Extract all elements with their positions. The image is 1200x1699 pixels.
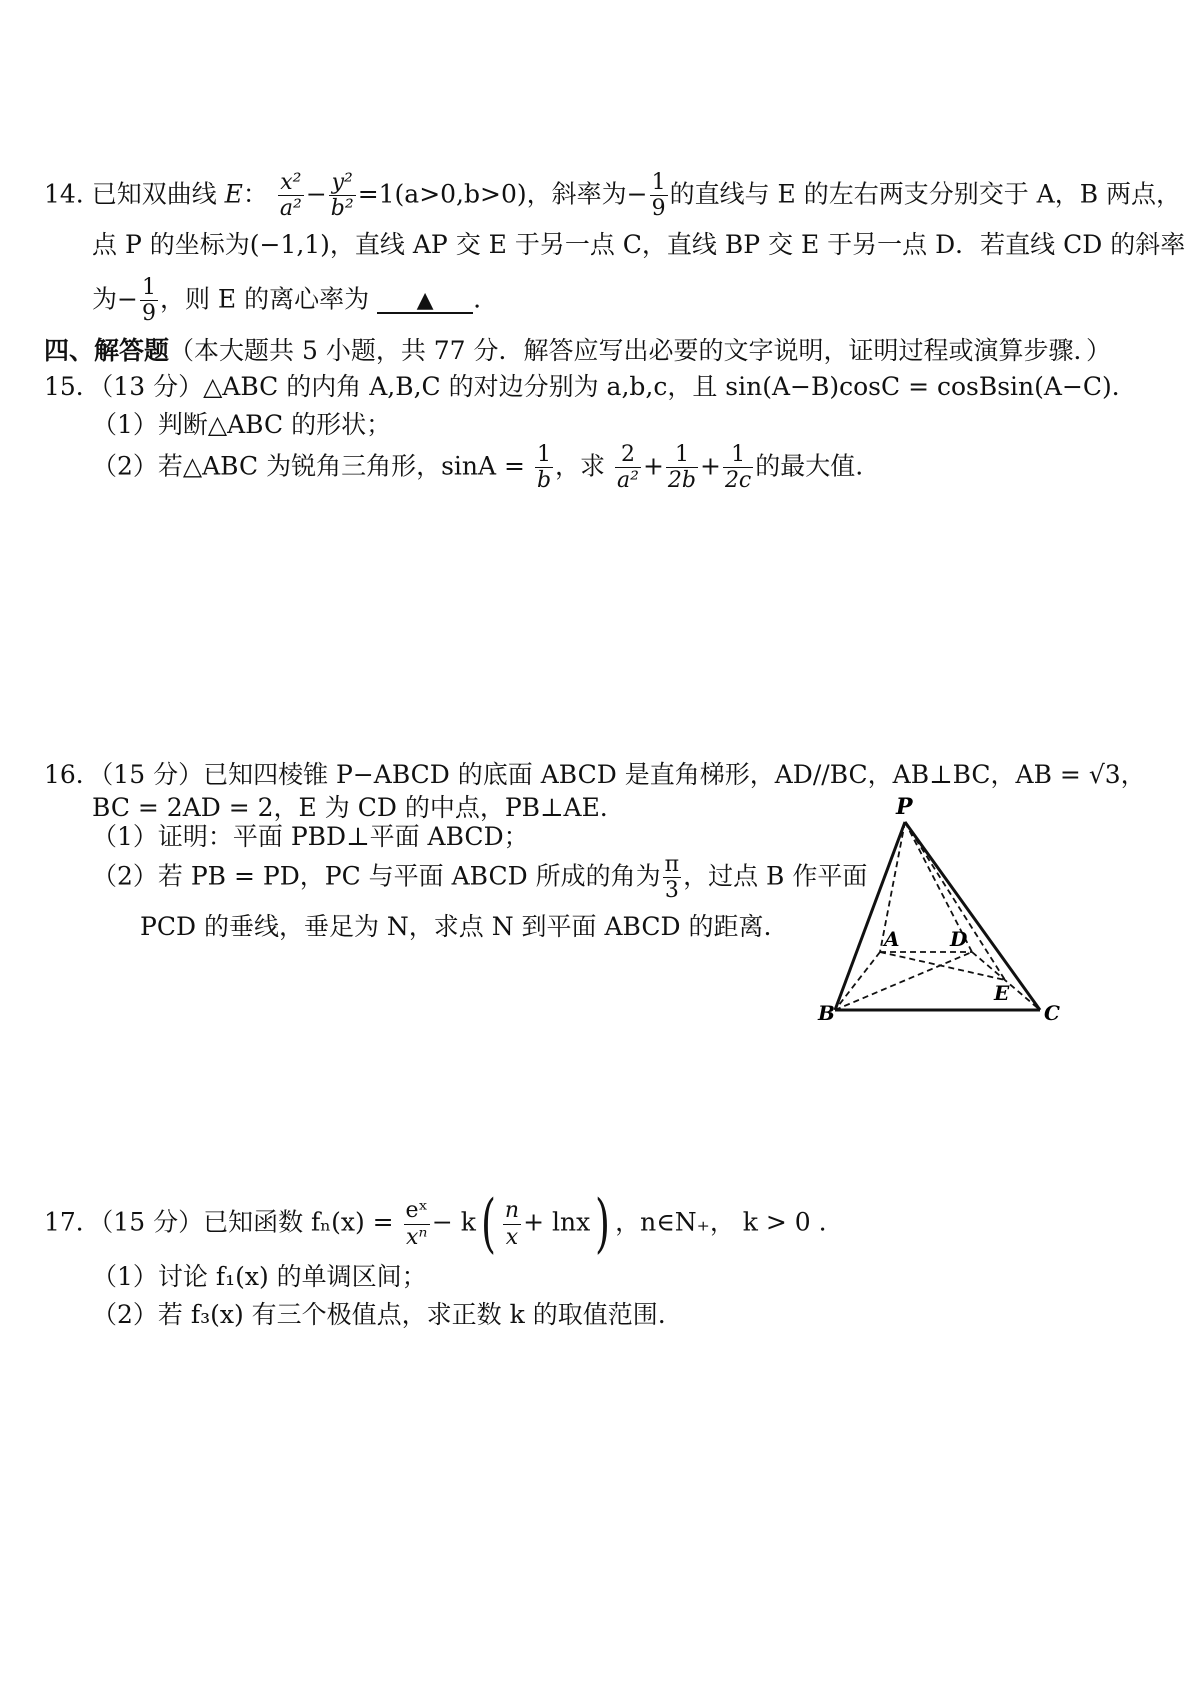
section-heading: 四、解答题（本大题共 5 小题，共 77 分．解答应写出必要的文字说明，证明过程或演算步骤．） (44, 336, 1112, 365)
label-C: C (1044, 1001, 1060, 1025)
q15-part1: （1）判断△ABC 的形状； (92, 410, 392, 439)
edge-PB (835, 822, 905, 1010)
q15-frac-2-a2: $\frac{2}{\text{a²}}$ (617, 442, 639, 494)
q15-frac-1-2b: $\frac{1}{2b}$ (667, 442, 696, 494)
q17-frac-ex-xn: $\frac{\text{eˣ}}{\text{xⁿ}}$ (405, 1198, 428, 1250)
close-paren: ) (595, 1187, 611, 1261)
q16-stem2: BC = 2AD = 2，E 为 CD 的中点，PB⊥AE． (92, 793, 625, 822)
label-A: A (884, 927, 900, 951)
q15-frac-1-2c: $\frac{1}{2c}$ (724, 442, 752, 494)
q16-stem1: 16．（15 分）已知四棱锥 P−ABCD 的底面 ABCD 是直角梯形，AD//BC，AB⊥BC，AB = √3， (44, 760, 1146, 789)
label-B: B (818, 1001, 835, 1025)
q17-frac-n-x: $\frac{n}{x}$ (504, 1198, 520, 1250)
q17-stem: 17．（15 分）已知函数 fₙ(x) = $\frac{\text{eˣ}}{\text{xⁿ}}$ − k( $\frac{n}{x}$ + lnx) ，n∈N₊， k > 0 . (44, 1187, 827, 1261)
q15-stem: 15．（13 分）△ABC 的内角 A,B,C 的对边分别为 a,b,c，且 sin(A−B)cosC = cosBsin(A−C)． (44, 372, 1137, 401)
label-D: D (950, 927, 968, 951)
edge-PC (905, 822, 1040, 1010)
q15-frac-1-b: $\frac{1}{b}$ (536, 442, 552, 494)
edge-BD (835, 952, 972, 1010)
q16-frac-pi-3: $\frac{\pi}{3}$ (664, 852, 680, 904)
q16-part1: （1）证明：平面 PBD⊥平面 ABCD； (92, 822, 529, 851)
edge-PE (905, 822, 1005, 980)
q14-slope-frac: $\frac{1}{9}$ (651, 170, 666, 222)
q14-cd-slope-frac: $\frac{1}{9}$ (141, 275, 156, 327)
q14-frac-y2-b2: $\frac{\text{y²}}{\text{b²}}$ (330, 170, 354, 222)
pyramid-figure (800, 780, 1100, 1040)
q16-part2: （2）若 PB = PD，PC 与平面 ABCD 所成的角为 $\frac{\pi}{3}$ ，过点 B 作平面 (92, 852, 868, 904)
q14-line3: 为− $\frac{1}{9}$ ，则 E 的离心率为 ▲ . (92, 275, 482, 327)
q16-part2b: PCD 的垂线，垂足为 N，求点 N 到平面 ABCD 的距离. (140, 912, 772, 941)
answer-blank: ▲ (377, 290, 473, 314)
label-E: E (994, 981, 1010, 1005)
q17-part1: （1）讨论 f₁(x) 的单调区间； (92, 1262, 427, 1291)
edge-AE (880, 952, 1005, 980)
q14-line1: 14. 已知双曲线 E： $\frac{\text{x²}}{\text{a²}}$ − $\frac{\text{y²}}{\text{b²}}$ =1(a>0,b>0)，斜率为− $\frac{1}{9}$ 的直线与 E 的左右两支分别交于 A，B 两点， (44, 170, 1182, 222)
q14-line2: 点 P 的坐标为(−1,1)，直线 AP 交 E 于另一点 C，直线 BP 交 E 于另一点 D．若直线 CD 的斜率 (92, 230, 1186, 259)
open-paren: ( (480, 1187, 496, 1261)
label-P: P (896, 794, 913, 820)
q17-part2: （2）若 f₃(x) 有三个极值点，求正数 k 的取值范围. (92, 1300, 666, 1329)
q14-frac-x2-a2: $\frac{\text{x²}}{\text{a²}}$ (279, 170, 302, 222)
q15-part2: （2）若△ABC 为锐角三角形，sinA = $\frac{1}{b}$ ，求 $\frac{2}{\text{a²}}$ + $\frac{1}{2b}$ + $\frac{1}{2c}$ 的最大值. (92, 442, 864, 494)
